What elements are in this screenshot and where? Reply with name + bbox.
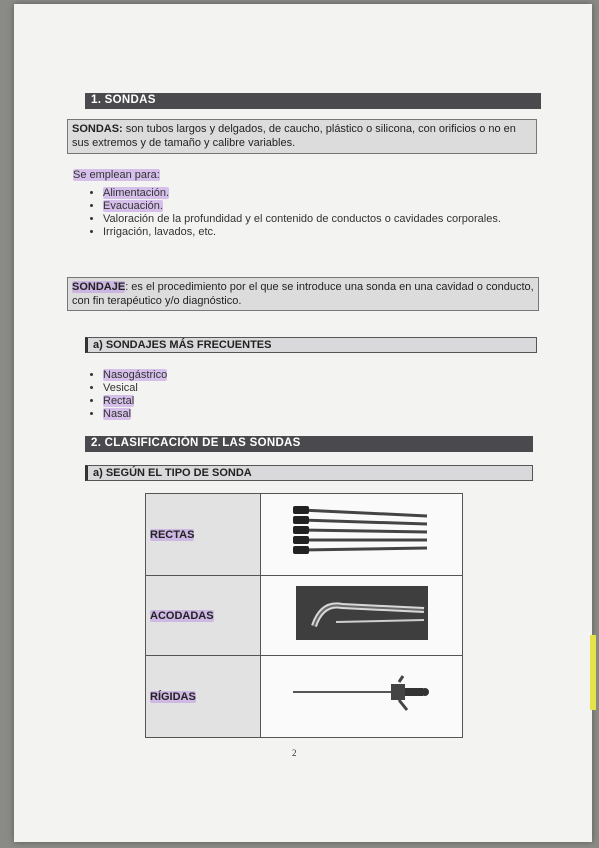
list-item: • Irrigación, lavados, etc. [103,226,553,239]
frequent-list [87,369,303,421]
uses-intro-text: Se emplean para: [73,169,160,181]
sondaje-term: SONDAJE [72,281,126,293]
sondas-definition-text: son tubos largos y delgados, de caucho, plástico o silicona, con orificios o no en sus extremos y de tamaño y calibre variables. [72,123,516,149]
uses-list [87,187,553,239]
subsection-type-heading: a) SEGÚN EL TIPO DE SONDA [85,465,533,481]
uses-intro [73,168,160,182]
catheter-types-table [145,493,463,738]
list-item: • Nasogástrico [103,369,303,382]
section-2-heading: 2. CLASIFICACIÓN DE LAS SONDAS [85,436,533,452]
list-item: • Rectal [103,395,303,408]
list-item: • Evacuación. [103,200,553,213]
page-number: 2 [292,748,297,758]
list-item: • Valoración de la profundidad y el contenido de conductos o cavidades corporales. [103,213,553,226]
table-row [146,656,463,738]
yellow-tab-marker [590,635,596,710]
table-row [146,494,463,576]
list-item: • Alimentación. [103,187,553,200]
list-item: • Nasal [103,408,303,421]
subsection-frequent-heading: a) SONDAJES MÁS FRECUENTES [85,337,537,353]
rigid-catheter-image [261,656,463,738]
type-label-acodadas: ACODADAS [146,576,261,656]
table-row [146,576,463,656]
list-item: • Vesical [103,382,303,395]
document-page [14,4,592,842]
straight-catheters-image [261,494,463,576]
sondas-definition-box [67,119,537,154]
sondas-term: SONDAS: [72,123,123,135]
section-1-heading: 1. SONDAS [85,93,541,109]
sondaje-definition-box [67,277,539,311]
type-label-rigidas: RÍGIDAS [146,656,261,738]
angled-catheter-image [261,576,463,656]
sondaje-definition-text: : es el procedimiento por el que se introduce una sonda en una cavidad o conducto, con fin terapéutico y/o diagnóstico. [72,281,534,307]
type-label-rectas: RECTAS [146,494,261,576]
